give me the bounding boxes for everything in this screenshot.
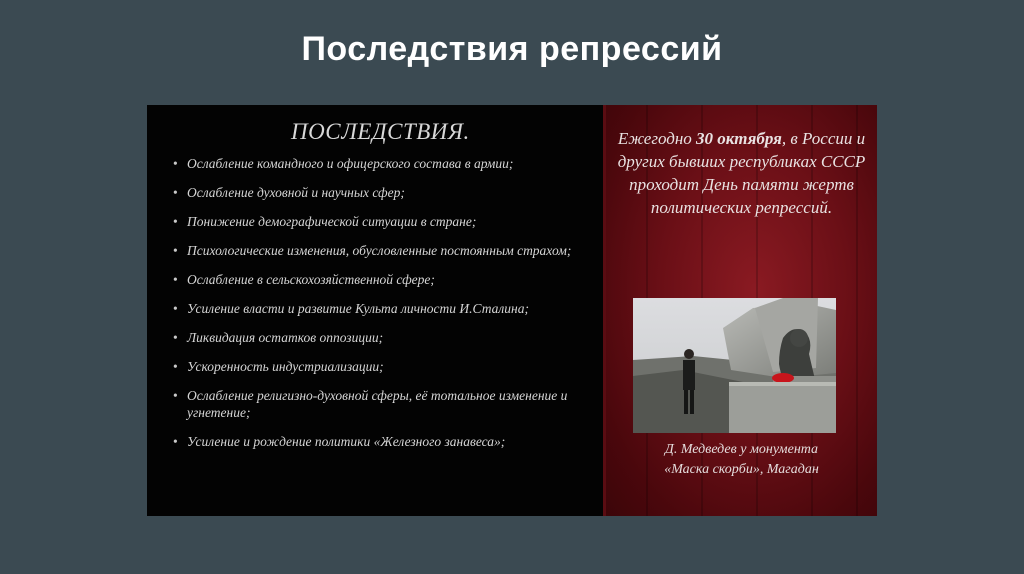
list-item <box>173 242 585 259</box>
stone-steps <box>729 382 836 433</box>
person-body <box>683 360 695 390</box>
list-item-text: Ликвидация остатков оппозиции; <box>187 330 384 345</box>
list-item <box>173 155 585 172</box>
list-item <box>173 184 585 201</box>
memorial-text-before: Ежегодно <box>617 129 697 148</box>
list-item-text: Ослабление командного и офицерского состава в армии; <box>187 156 514 171</box>
list-item <box>173 300 585 317</box>
memorial-text-after: , в России и других бывших республиках СССР проходит День памяти жертв политических репрессий. <box>617 129 866 217</box>
bullet-icon: • <box>173 359 178 374</box>
list-item-text: Ослабление в сельскохозяйственной сфере; <box>187 272 435 287</box>
list-item <box>173 433 585 450</box>
red-flowers <box>772 373 794 383</box>
list-item-text: Усиление и рождение политики «Железного занавеса»; <box>187 434 506 449</box>
bullet-icon: • <box>173 243 178 258</box>
bullet-icon: • <box>173 301 178 316</box>
bullet-icon: • <box>173 156 178 171</box>
slide-title: Последствия репрессий <box>301 30 723 68</box>
list-item-text: Усиление власти и развитие Культа личности И.Сталина; <box>187 301 529 316</box>
bullet-icon: • <box>173 185 178 200</box>
person-leg <box>690 390 694 414</box>
person-head <box>684 349 694 359</box>
caption-line-1: Д. Медведев у монумента <box>664 442 819 457</box>
list-item <box>173 271 585 288</box>
list-item <box>173 329 585 346</box>
bullet-icon: • <box>173 434 178 449</box>
bullet-icon: • <box>173 330 178 345</box>
slide-image <box>147 105 877 516</box>
consequences-heading: ПОСЛЕДСТВИЯ. <box>291 119 470 144</box>
list-item <box>173 358 585 375</box>
list-item-text: Ускоренность индустриализации; <box>187 359 384 374</box>
caption-line-2: «Маска скорби», Магадан <box>664 462 819 477</box>
list-item-text: Ослабление религизно-духовной сферы, её тотальное изменение и угнетение; <box>187 388 568 420</box>
list-item-text: Ослабление духовной и научных сфер; <box>187 185 405 200</box>
consequences-panel <box>147 105 603 516</box>
step-edge <box>729 382 836 386</box>
list-item-text: Психологические изменения, обусловленные постоянным страхом; <box>187 243 572 258</box>
list-item <box>173 387 585 421</box>
photo-caption <box>616 440 867 480</box>
list-item <box>173 213 585 230</box>
monument-photo <box>633 298 836 433</box>
bullet-icon: • <box>173 214 178 229</box>
monument-photo-illustration <box>633 298 836 433</box>
consequences-list <box>173 155 585 450</box>
bullet-icon: • <box>173 388 178 403</box>
sculpture-head <box>790 329 808 347</box>
list-item-text: Понижение демографической ситуации в стране; <box>187 214 477 229</box>
memorial-panel <box>606 105 877 516</box>
memorial-date: 30 октября <box>696 129 782 148</box>
memorial-day-text <box>616 127 867 219</box>
bullet-icon: • <box>173 272 178 287</box>
person-leg <box>684 390 688 414</box>
